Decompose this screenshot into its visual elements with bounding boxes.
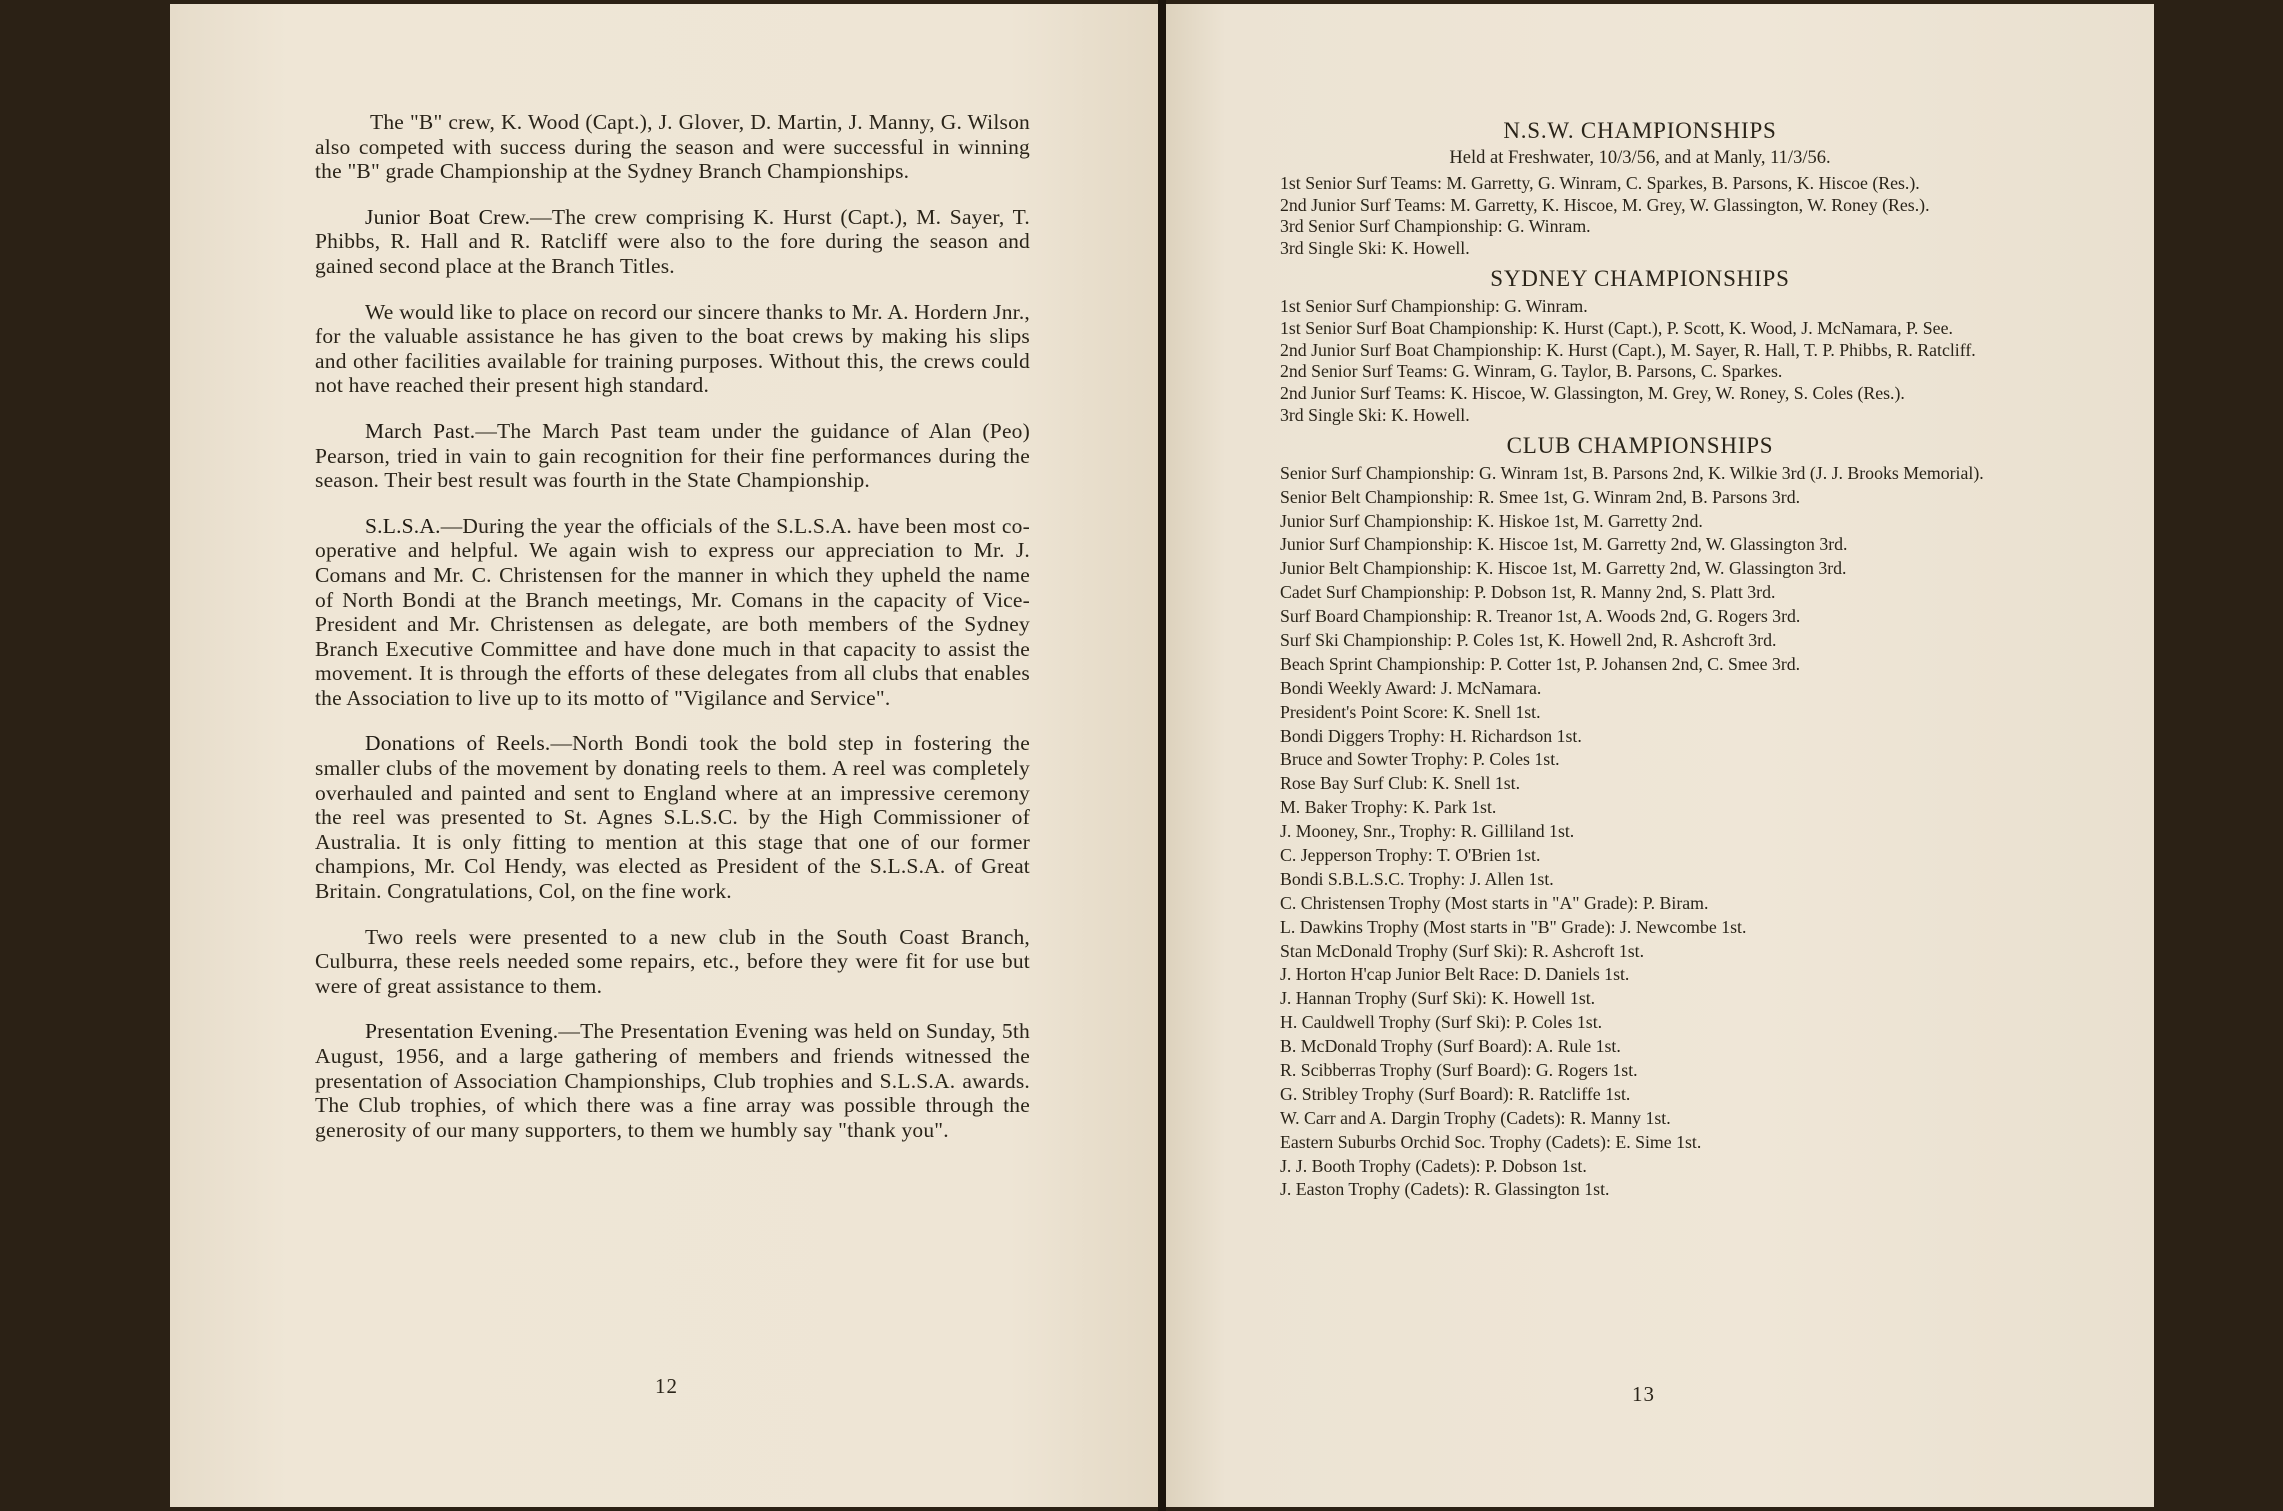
paragraph-march-past [315, 419, 1030, 493]
list-item: R. Scibberras Trophy (Surf Board): G. Rogers 1st. [1280, 1060, 1638, 1081]
list-item: Bondi S.B.L.S.C. Trophy: J. Allen 1st. [1280, 868, 1554, 889]
list-item: B. McDonald Trophy (Surf Board): A. Rule 1st. [1280, 1036, 1621, 1057]
list-item: 1st Senior Surf Boat Championship: K. Hurst (Capt.), P. Scott, K. Wood, J. McNamara, P. See. [1280, 317, 1953, 338]
paragraph-lead: S.L.S.A. [365, 513, 441, 538]
list-item: J. Hannan Trophy (Surf Ski): K. Howell 1st. [1280, 988, 1596, 1009]
list-item: Bondi Weekly Award: J. McNamara. [1280, 677, 1542, 698]
list-item: Beach Sprint Championship: P. Cotter 1st, P. Johansen 2nd, C. Smee 3rd. [1280, 653, 1801, 674]
list-item: Senior Surf Championship: G. Winram 1st, B. Parsons 2nd, K. Wilkie 3rd (J. J. Brooks Memorial). [1280, 462, 1984, 483]
list-item: J. J. Booth Trophy (Cadets): P. Dobson 1st. [1280, 1155, 1587, 1176]
list-item: Stan McDonald Trophy (Surf Ski): R. Ashcroft 1st. [1280, 940, 1645, 961]
list-item: Senior Belt Championship: R. Smee 1st, G. Winram 2nd, B. Parsons 3rd. [1280, 486, 1801, 507]
list-item: Surf Ski Championship: P. Coles 1st, K. Howell 2nd, R. Ashcroft 3rd. [1280, 630, 1777, 650]
paragraph-text: —During the year the officials of the S.L.S.A. have been most co-operative and helpful. We again wish to express our appreciation to Mr. J. Comans and Mr. C. Christensen for the manner in which they upheld the name of North Bondi at the Branch meetings, Mr. Comans in the capacity of Vice-President and Mr. Christensen as delegate, are both members of the Sydney Branch Executive Committee and have done much in that capacity to assist the movement. It is through the efforts of these delegates from all clubs that enables the Association to live up to its motto of "Vigilance and Service". [315, 513, 1030, 710]
list-item: M. Baker Trophy: K. Park 1st. [1280, 797, 1497, 818]
paragraph-text: The "B" crew, K. Wood (Capt.), J. Glover, D. Martin, J. Manny, G. Wilson also competed with success during the season and were successful in winning the "B" grade Championship at the Sydney Branch Championships. [315, 110, 1030, 184]
book-gutter [1158, 0, 1166, 1511]
paragraph-text: We would like to place on record our sincere thanks to Mr. A. Hordern Jnr., for the valuable assistance he has given to the boat crews by making his slips and other facilities available for training purposes. Without this, the crews could not have reached their present high standard. [315, 299, 1030, 398]
page-number: 12 [655, 1374, 678, 1398]
list-item: Junior Belt Championship: K. Hiscoe 1st, M. Garretty 2nd, W. Glassington 3rd. [1280, 558, 1847, 579]
list-item: J. Easton Trophy (Cadets): R. Glassington 1st. [1280, 1179, 1610, 1200]
paragraph-thanks [315, 300, 1030, 398]
paragraph-donations [315, 731, 1030, 903]
list-item: 3rd Single Ski: K. Howell. [1280, 238, 1470, 259]
list-item: President's Point Score: K. Snell 1st. [1280, 701, 1541, 722]
paragraph-text: —North Bondi took the bold step in fostering the smaller clubs of the movement by donating reels to them. A reel was completely overhauled and painted and sent to England where at an impressive ceremony the reel was presented to St. Agnes S.L.S.C. by the High Commissioner of Australia. It is only fitting to mention at this stage that one of our former champions, Mr. Col Hendy, was elected as President of the S.L.S.A. of Great Britain. Congratulations, Col, on the fine work. [315, 731, 1030, 904]
page-number: 13 [1632, 1382, 1655, 1406]
list-item: 1st Senior Surf Teams: M. Garretty, G. Winram, C. Sparkes, B. Parsons, K. Hiscoe (Res.). [1280, 172, 1920, 193]
list-item: Eastern Suburbs Orchid Soc. Trophy (Cadets): E. Sime 1st. [1280, 1131, 1702, 1152]
paragraph-junior-boat-crew [315, 205, 1030, 279]
paragraph-b-crew [315, 110, 1030, 184]
list-item: 2nd Junior Surf Teams: M. Garretty, K. Hiscoe, M. Grey, W. Glassington, W. Roney (Res.). [1280, 194, 1930, 215]
right-page [1166, 4, 2154, 1507]
list-item: 1st Senior Surf Championship: G. Winram. [1280, 295, 1588, 316]
sydney-championships-heading: SYDNEY CHAMPIONSHIPS [1490, 265, 1790, 291]
list-item: Junior Surf Championship: K. Hiscoe 1st, M. Garretty 2nd, W. Glassington 3rd. [1280, 534, 1848, 555]
paragraph-lead: Junior Boat Crew. [365, 204, 531, 229]
list-item: Junior Surf Championship: K. Hiskoe 1st, M. Garretty 2nd. [1280, 510, 1703, 531]
list-item: L. Dawkins Trophy (Most starts in "B" Grade): J. Newcombe 1st. [1280, 916, 1747, 937]
left-page-body [315, 110, 1030, 1163]
nsw-championships-list [1280, 173, 2000, 260]
list-item: 2nd Junior Surf Boat Championship: K. Hurst (Capt.), M. Sayer, R. Hall, T. P. Phibbs, R. Ratcliff. [1280, 339, 1976, 360]
list-item: C. Jepperson Trophy: T. O'Brien 1st. [1280, 845, 1541, 866]
paragraph-text: Two reels were presented to a new club in the South Coast Branch, Culburra, these reels needed some repairs, etc., before they were fit for use but were of great assistance to them. [315, 924, 1030, 998]
paragraph-lead: Presentation Evening. [365, 1019, 559, 1044]
list-item: Cadet Surf Championship: P. Dobson 1st, R. Manny 2nd, S. Platt 3rd. [1280, 582, 1776, 603]
paragraph-text: —The Presentation Evening was held on Sunday, 5th August, 1956, and a large gathering of members and friends witnessed the presentation of Association Championships, Club trophies and S.L.S.A. awards. The Club trophies, of which there was a fine array was possible through the generosity of our many supporters, to them we humbly say "thank you". [315, 1019, 1030, 1142]
list-item: Surf Board Championship: R. Treanor 1st, A. Woods 2nd, G. Rogers 3rd. [1280, 606, 1801, 627]
paragraph-text: —The March Past team under the guidance of Alan (Peo) Pearson, tried in vain to gain recognition for their fine performances during the season. Their best result was fourth in the State Championship. [315, 418, 1030, 493]
left-page [170, 4, 1158, 1507]
club-championships-heading: CLUB CHAMPIONSHIPS [1506, 432, 1774, 458]
paragraph-presentation-evening [315, 1019, 1030, 1142]
list-item: Bondi Diggers Trophy: H. Richardson 1st. [1280, 725, 1582, 746]
paragraph-two-reels [315, 925, 1030, 999]
list-item: Bruce and Sowter Trophy: P. Coles 1st. [1280, 749, 1560, 770]
list-item: 2nd Senior Surf Teams: G. Winram, G. Taylor, B. Parsons, C. Sparkes. [1280, 361, 1783, 382]
paragraph-lead: March Past. [365, 418, 476, 443]
list-item: H. Cauldwell Trophy (Surf Ski): P. Coles 1st. [1280, 1012, 1603, 1033]
nsw-championships-heading: N.S.W. CHAMPIONSHIPS [1503, 118, 1777, 143]
nsw-championships-subtitle: Held at Freshwater, 10/3/56, and at Manly, 11/3/56. [1449, 148, 1831, 168]
list-item: Rose Bay Surf Club: K. Snell 1st. [1280, 773, 1521, 794]
list-item: J. Horton H'cap Junior Belt Race: D. Daniels 1st. [1280, 964, 1630, 985]
list-item: G. Stribley Trophy (Surf Board): R. Ratcliffe 1st. [1280, 1083, 1631, 1104]
club-championships-list [1280, 463, 2000, 1202]
list-item: 3rd Senior Surf Championship: G. Winram. [1280, 216, 1591, 237]
right-page-body [1280, 116, 2000, 1203]
list-item: 2nd Junior Surf Teams: K. Hiscoe, W. Glassington, M. Grey, W. Roney, S. Coles (Res.). [1280, 383, 1905, 404]
list-item: J. Mooney, Snr., Trophy: R. Gilliland 1st. [1280, 821, 1575, 842]
paragraph-text: —The crew comprising K. Hurst (Capt.), M. Sayer, T. Phibbs, R. Hall and R. Ratcliff were also to the fore during the season and gained second place at the Branch Titles. [315, 204, 1030, 278]
sydney-championships-list [1280, 296, 2000, 427]
list-item: W. Carr and A. Dargin Trophy (Cadets): R. Manny 1st. [1280, 1107, 1671, 1128]
list-item: C. Christensen Trophy (Most starts in "A" Grade): P. Biram. [1280, 892, 1709, 913]
paragraph-slsa [315, 514, 1030, 711]
paragraph-lead: Donations of Reels. [365, 731, 551, 756]
list-item: 3rd Single Ski: K. Howell. [1280, 404, 1470, 425]
